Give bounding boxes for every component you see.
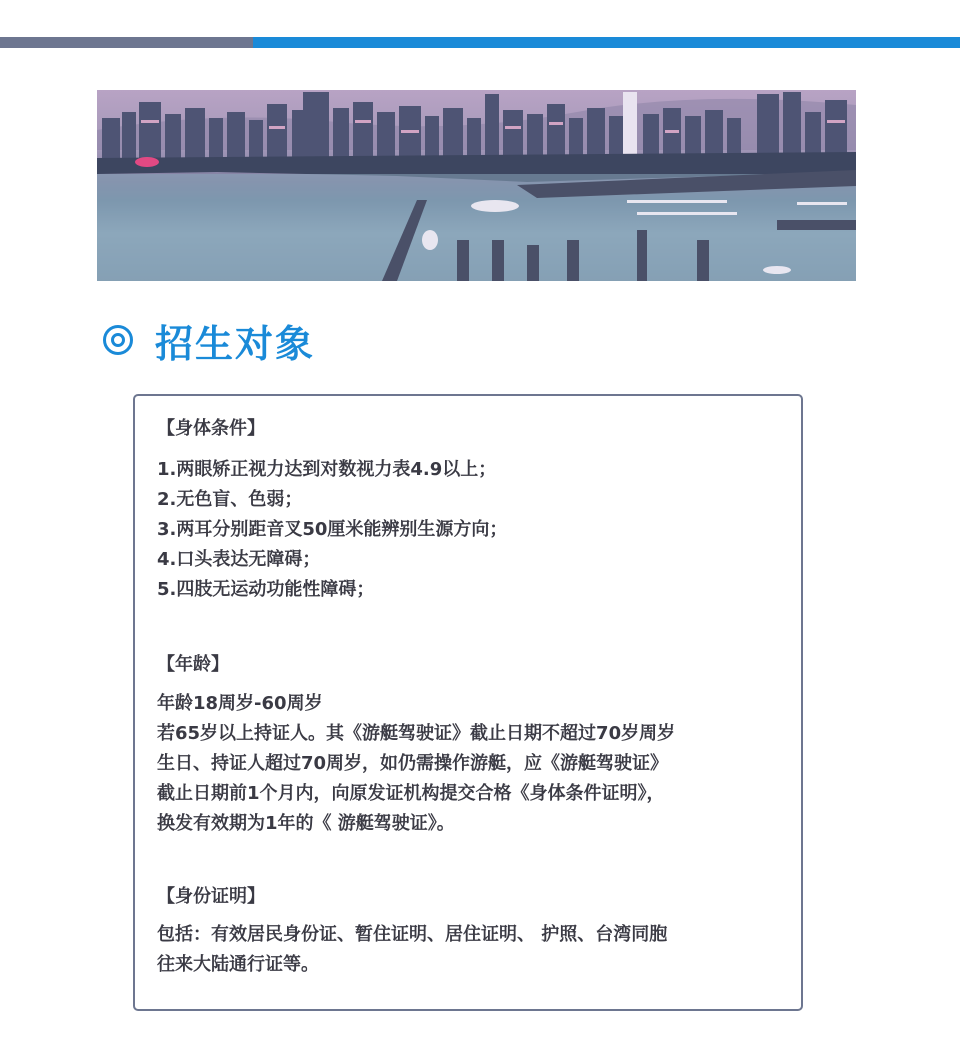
- double-circle-icon: [103, 325, 133, 355]
- list-item: 5.四肢无运动功能性障碍；: [157, 579, 375, 600]
- text-line: 截止日期前1个月内，向原发证机构提交合格《身体条件证明》，: [157, 783, 665, 804]
- age-section-title: 【年龄】: [157, 654, 229, 675]
- text-line: 年龄18周岁-60周岁: [157, 693, 323, 714]
- list-item: 3.两耳分别距音叉50厘米能辨别生源方向；: [157, 519, 508, 540]
- top-bar-grey-segment: [0, 37, 253, 48]
- list-item: 2.无色盲、色弱；: [157, 489, 303, 510]
- top-bar-blue-segment: [253, 37, 960, 48]
- identity-section-title: 【身份证明】: [157, 886, 265, 907]
- identity-text: [157, 920, 793, 980]
- text-line: 生日、持证人超过70周岁，如仍需操作游艇，应《游艇驾驶证》: [157, 753, 669, 774]
- text-line: 若65岁以上持证人。其《游艇驾驶证》截止日期不超过70岁周岁: [157, 723, 676, 744]
- physical-list: [157, 455, 793, 605]
- text-line: 换发有效期为1年的《 游艇驾驶证》。: [157, 813, 455, 834]
- enrollment-requirements-box: [133, 394, 803, 1011]
- list-item: 4.口头表达无障碍；: [157, 549, 321, 570]
- physical-section-title: 【身体条件】: [157, 418, 265, 439]
- age-text: [157, 689, 793, 839]
- text-line: 往来大陆通行证等。: [157, 954, 319, 975]
- section-heading: [103, 316, 315, 364]
- list-item: 1.两眼矫正视力达到对数视力表4.9以上；: [157, 459, 497, 480]
- section-title: 招生对象: [155, 321, 316, 366]
- top-accent-bar: [0, 37, 960, 48]
- text-line: 包括：有效居民身份证、暂住证明、居住证明、 护照、台湾同胞: [157, 924, 668, 945]
- harbor-city-banner-image: [97, 90, 856, 281]
